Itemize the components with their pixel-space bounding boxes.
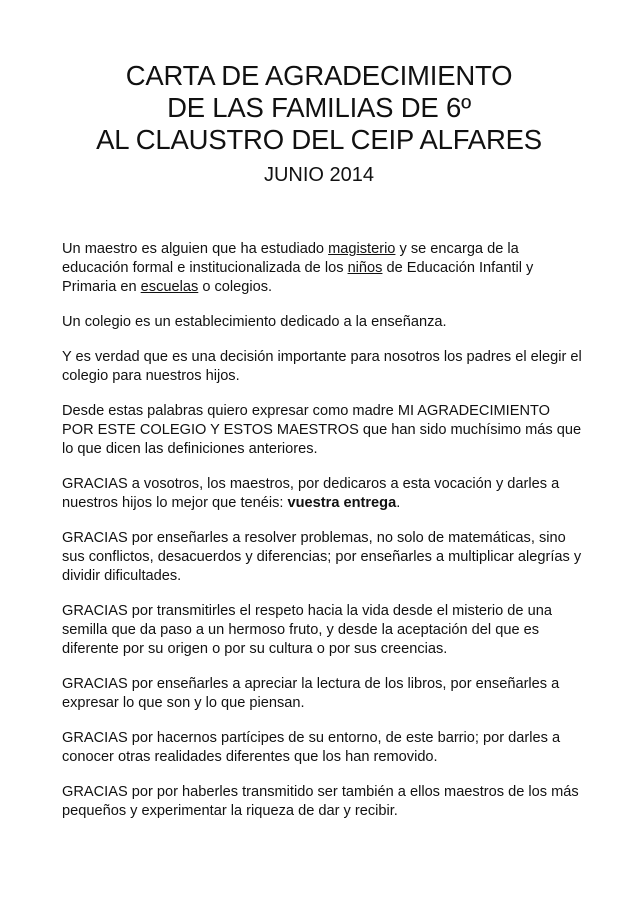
bold-vuestra-entrega: vuestra entrega xyxy=(287,495,397,511)
text: y se encarga de la educación formal e institucionalizada de los xyxy=(62,241,519,276)
paragraph-gracias-respeto: GRACIAS por transmitirles el respeto hacia la vida desde el misterio de una semilla que da paso a un hermoso fruto, y desde la aceptación del que es diferente por su origen o por su cultura o por sus creencias. xyxy=(62,603,552,657)
text: GRACIAS a vosotros, los maestros, por dedicaros a esta vocación y darles a nuestros hijos lo mejor que tenéis: xyxy=(62,476,560,511)
paragraph-gracias-entorno: GRACIAS por hacernos partícipes de su entorno, de este barrio; por darles a conocer otras realidades diferentes que los han removido. xyxy=(62,730,561,765)
paragraph-definition-colegio: Un colegio es un establecimiento dedicado a la enseñanza. xyxy=(62,314,447,330)
title-line-1: CARTA DE AGRADECIMIENTO xyxy=(125,60,513,91)
title-line-3: AL CLAUSTRO DEL CEIP ALFARES xyxy=(96,124,542,155)
text: de Educación Infantil y Primaria en xyxy=(62,260,534,295)
letter-heading xyxy=(0,60,638,188)
paragraph-gracias-lectura: GRACIAS por enseñarles a apreciar la lectura de los libros, por enseñarles a expresar lo que son y lo que piensan. xyxy=(62,676,560,711)
paragraph-gracias-problemas: GRACIAS por enseñarles a resolver problemas, no solo de matemáticas, sino sus conflictos, desacuerdos y diferencias; por enseñarles a multiplicar alegrías y dividir dificultades. xyxy=(62,530,582,584)
link-escuelas[interactable]: escuelas xyxy=(140,279,199,295)
text: o colegios. xyxy=(198,279,273,295)
paragraph-gracias-maestros: GRACIAS por por haberles transmitido ser también a ellos maestros de los más pequeños y experimentar la riqueza de dar y recibir. xyxy=(62,784,579,819)
paragraph-gracias-vocacion xyxy=(62,475,582,513)
link-ninos[interactable]: niños xyxy=(347,260,383,276)
letter-body xyxy=(62,240,582,837)
paragraph-decision: Y es verdad que es una decisión importante para nosotros los padres el elegir el colegio para nuestros hijos. xyxy=(62,349,582,384)
letter-date: JUNIO 2014 xyxy=(263,164,375,186)
title-line-2: DE LAS FAMILIAS DE 6º xyxy=(167,92,471,123)
link-magisterio[interactable]: magisterio xyxy=(328,241,396,257)
paragraph-agradecimiento: Desde estas palabras quiero expresar como madre MI AGRADECIMIENTO POR ESTE COLEGIO Y ESTOS MAESTROS que han sido muchísimo más que lo que dicen las definiciones anteriores. xyxy=(62,403,582,457)
text: Un maestro es alguien que ha estudiado xyxy=(62,241,329,257)
text: . xyxy=(396,495,401,511)
paragraph-definition-maestro xyxy=(62,240,582,297)
